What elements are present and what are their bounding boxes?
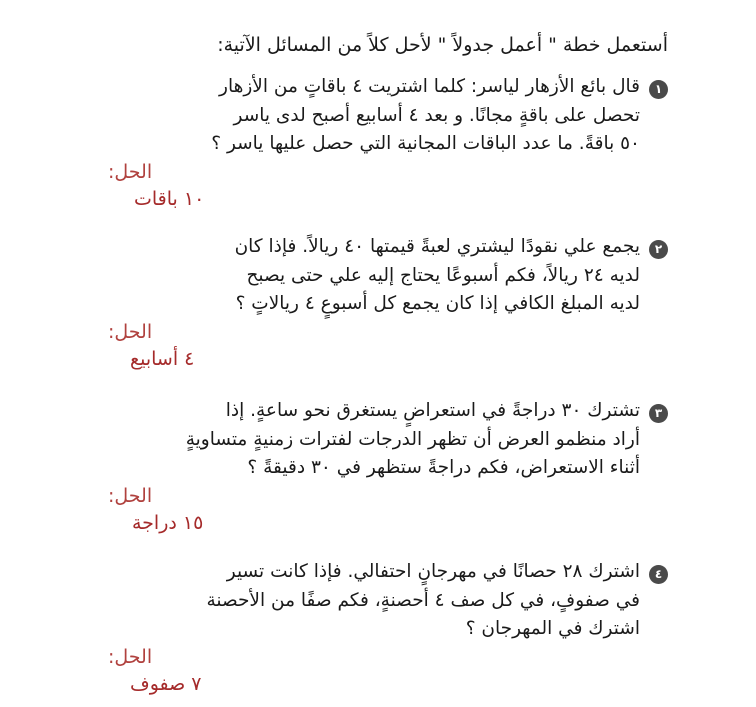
question-line: في صفوفٍ، في كل صف ٤ أحصنةٍ، فكم صفًا من الأحصنة [206,589,640,611]
problem-3-answer: ١٥ دراجة [132,511,204,534]
question-line: لديه ٢٤ ريالاً، فكم أسبوعًا يحتاج إليه علي حتى يصبح [246,264,640,286]
question-line: تشترك ٣٠ دراجةً في استعراضٍ يستغرق نحو ساعةٍ. إذا [225,400,640,421]
solution-label: الحل: [108,645,153,668]
problem-number-badge: ١ [649,80,668,99]
solution-label: الحل: [108,160,153,183]
problem-number-badge: ٣ [649,404,668,423]
problem-1-answer: ١٠ باقات [134,187,205,210]
problem-1 [108,73,668,213]
problem-2 [108,233,668,373]
problem-1-question [108,73,668,159]
question-line: أراد منظمو العرض أن تظهر الدرجات لفترات زمنيةٍ متساويةٍ [185,428,640,450]
question-line: أثناء الاستعراض، فكم دراجةً ستظهر في ٣٠ دقيقةً ؟ [247,457,640,478]
question-line: يجمع علي نقودًا ليشتري لعبةً قيمتها ٤٠ ريالاً. فإذا كان [234,236,640,257]
question-line: ٥٠ باقةً. ما عدد الباقات المجانية التي حصل عليها ياسر ؟ [211,133,640,154]
question-line: اشترك في المهرجان ؟ [465,618,640,639]
problem-4-answer: ٧ صفوف [130,672,202,695]
question-line: تحصل على باقةٍ مجانًا. و بعد ٤ أسابيع أصبح لدى ياسر [233,104,640,126]
question-line: قال بائع الأزهار لياسر: كلما اشتريت ٤ باقاتٍ من الأزهار [219,76,640,97]
solution-label: الحل: [108,320,153,343]
problem-4 [108,558,668,698]
instructions-heading: أستعمل خطة " أعمل جدولاً " لأحل كلاً من المسائل الآتية: [217,34,668,56]
solution-label: الحل: [108,484,153,507]
question-line: لديه المبلغ الكافي إذا كان يجمع كل أسبوعٍ ٤ ريالاتٍ ؟ [235,293,640,314]
question-line: اشترك ٢٨ حصانًا في مهرجانٍ احتفالي. فإذا كانت تسير [226,561,640,582]
problem-2-answer: ٤ أسابيع [130,347,195,370]
problem-4-question [108,558,668,644]
problem-3 [108,397,668,537]
problem-3-question [108,397,668,483]
problem-number-badge: ٢ [649,240,668,259]
problem-number-badge: ٤ [649,565,668,584]
problem-2-question [108,233,668,319]
